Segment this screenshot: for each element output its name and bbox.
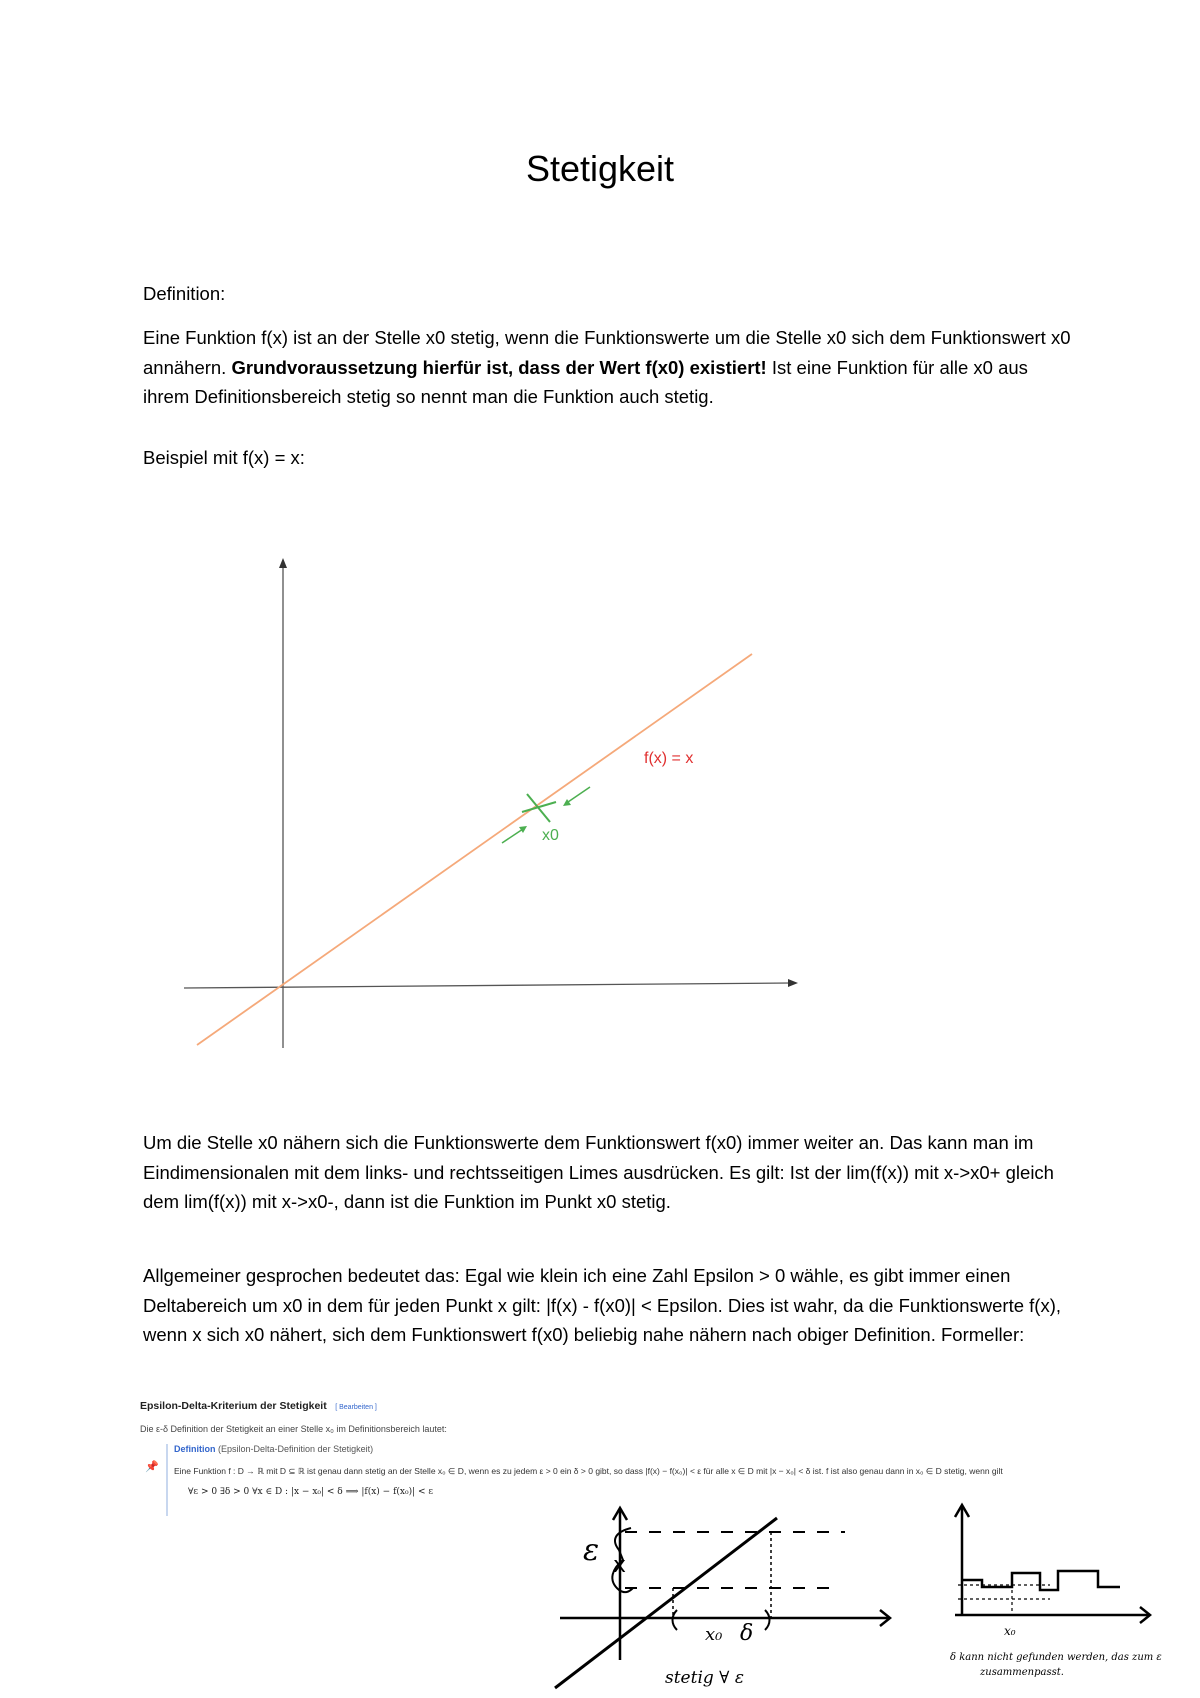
x-axis-arrow [788, 979, 798, 987]
arrow-from-left [502, 829, 523, 843]
sketch1-x-mark: x [613, 1553, 627, 1578]
wiki-definition-subtitle: (Epsilon-Delta-Definition der Stetigkeit) [218, 1444, 374, 1454]
definition-text-part2: Ist eine Funktion für alle x0 aus ihrem Definitionsbereich stetig so nennt man die Funktion auch stetig. [143, 356, 1028, 407]
function-label: f(x) = x [644, 750, 694, 767]
paragraph-limit: Um die Stelle x0 nähern sich die Funktionswerte dem Funktionswert f(x0) immer weiter an. Das kann man im Eindimensionalen mit dem links- und rechtsseitigen Limes ausdrücken. Es gilt: Ist der lim(f(x)) mit x->x0+ gleich dem lim(f(x)) mit x->x0-, dann ist die Funktion im Punkt x0 stetig. [143, 1132, 1054, 1212]
sketch1-epsilon: ε [583, 1533, 600, 1568]
wiki-intro: Die ε-δ Definition der Stetigkeit an einer Stelle x₀ im Definitionsbereich lautet: [140, 1424, 447, 1434]
wiki-heading-row [140, 1400, 1200, 1412]
pin-icon: 📌 [145, 1461, 159, 1473]
wiki-definition-header [174, 1444, 1200, 1454]
sketch2-caption-1: δ kann nicht gefunden werden, das zum ε [950, 1652, 1162, 1663]
example-heading: Beispiel mit f(x) = x: [143, 447, 305, 468]
sketch2-caption-2: zusammenpasst. [980, 1667, 1064, 1678]
sketch-continuous [545, 1490, 915, 1695]
definition-text-bold: Grundvoraussetzung hierfür ist, dass der Wert f(x0) existiert! [231, 356, 767, 378]
function-line [197, 654, 752, 1045]
definition-text-part1: Eine Funktion f(x) ist an der Stelle x0 stetig, wenn die Funktionswerte um die Stelle x0 sich dem Funktionswert x0 annähern. [143, 327, 1071, 378]
wiki-definition-formula: ∀ε > 0 ∃δ > 0 ∀x ∈ D : |x − x₀| < δ ⟹ |f(x) − f(x₀)| < ε [188, 1487, 434, 1497]
sketch1-delta: δ [740, 1621, 754, 1646]
sketch2-step-function [962, 1571, 1120, 1590]
sketch-discontinuous [940, 1495, 1190, 1695]
wiki-definition-text: Eine Funktion f : D → ℝ mit D ⊆ ℝ ist genau dann stetig an der Stelle x₀ ∈ D, wenn es zu jedem ε > 0 ein δ > 0 gibt, so dass |f(x) − f(x₀)| < ε für alle x ∈ D mit |x − x₀| < δ ist. f ist also genau dann in x₀ ∈ D stetig, wenn gilt [174, 1466, 1003, 1476]
definition-bar [166, 1444, 168, 1516]
sketch1-paren-right [765, 1610, 770, 1630]
sketch2-x0: x₀ [1004, 1624, 1016, 1638]
arrow-from-left-head [519, 826, 527, 833]
page-title: Stetigkeit [525, 148, 675, 189]
wiki-excerpt [140, 1400, 1200, 1497]
wiki-heading: Epsilon-Delta-Kriterium der Stetigkeit [140, 1400, 327, 1412]
function-graph [170, 550, 810, 1060]
paragraph-epsilon: Allgemeiner gesprochen bedeutet das: Egal wie klein ich eine Zahl Epsilon > 0 wähle, es gibt immer einen Deltabereich um x0 in dem für jeden Punkt x gilt: |f(x) - f(x0)| < Epsilon. Dies ist wahr, da die Funktionswerte f(x), wenn x sich x0 nähert, sich dem Funktionswert f(x0) beliebig nahe nähern nach obiger Definition. Formeller: [143, 1265, 1062, 1345]
wiki-definition-title: Definition [174, 1444, 216, 1454]
sketch1-caption: stetig ∀ ε [665, 1668, 744, 1688]
definition-heading: Definition: [143, 283, 226, 304]
x0-label: x0 [542, 827, 559, 844]
arrow-from-right [568, 787, 590, 802]
sketch1-x0: x₀ [705, 1624, 723, 1645]
x-axis [184, 983, 790, 988]
wiki-edit-link[interactable]: [ Bearbeiten ] [335, 1404, 377, 1411]
y-axis-arrow [279, 558, 287, 568]
definition-text [143, 323, 1073, 412]
